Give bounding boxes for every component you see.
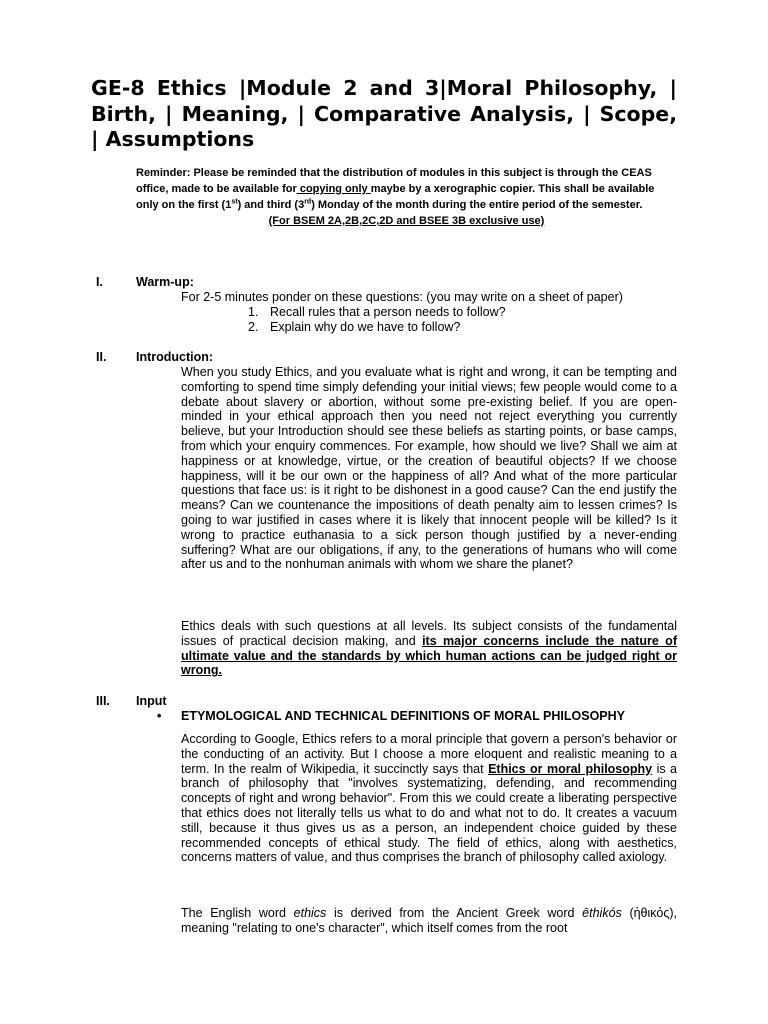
reminder-text-2: maybe by a xerographic copier. This shall be available only on the first (1 bbox=[136, 183, 655, 211]
list-item bbox=[248, 320, 506, 335]
page-title: GE-8 Ethics |Module 2 and 3|Moral Philosophy, | Birth, | Meaning, | Comparative Analysis, | Scope, | Assumptions bbox=[91, 76, 677, 151]
section-heading-introduction: Introduction: bbox=[136, 350, 214, 364]
section-number-input: III. bbox=[96, 694, 110, 708]
section-number-introduction: II. bbox=[96, 350, 107, 364]
introduction-paragraph-2 bbox=[181, 619, 677, 678]
input-p2-text-c: (ἠθικός), meaning "relating to one's character", which itself comes from the root bbox=[181, 906, 677, 935]
reminder-notice bbox=[136, 165, 677, 229]
exclusive-use-note: (For BSEM 2A,2B,2C,2D and BSEE 3B exclusive use) bbox=[268, 215, 545, 227]
list-item-text: Explain why do we have to follow? bbox=[270, 320, 461, 334]
input-p1-text-b: is a branch of philosophy that "involves systematizing, defending, and recommending concepts of right and wrong behavior". From this we could create a liberating perspective that ethics does not literally tells us what to do and what not to do. It creates a vacuum still, because it thus gives us as a person, an independent choice guided by these recommended concepts of ethical study. The field of ethics, along with aesthetics, concerns matters of value, and thus comprises the branch of philosophy called axiology. bbox=[181, 761, 677, 865]
input-paragraph-2 bbox=[181, 906, 677, 936]
intro-p2-emphasis: its major concerns include the nature of ultimate value and the standards by which human actions can be judged right or wrong. bbox=[181, 633, 677, 678]
input-paragraph-1 bbox=[181, 732, 677, 865]
reminder-copying-only: copying only bbox=[296, 183, 371, 195]
list-item-number: 2. bbox=[248, 320, 259, 334]
section-heading-warmup: Warm-up: bbox=[136, 275, 194, 289]
input-p2-word-ethikos: ēthikós bbox=[582, 906, 622, 920]
list-item bbox=[248, 305, 506, 320]
section-heading-input: Input bbox=[136, 694, 167, 708]
input-p2-text-b: is derived from the Ancient Greek word bbox=[326, 906, 583, 920]
bullet-heading-text: ETYMOLOGICAL AND TECHNICAL DEFINITIONS OF MORAL PHILOSOPHY bbox=[181, 709, 625, 723]
input-p1-term: Ethics or moral philosophy bbox=[488, 761, 653, 776]
reminder-sup-rd: rd bbox=[304, 198, 312, 206]
input-p1-text-a: According to Google, Ethics refers to a moral principle that govern a person's behavior or the conducting of an activity. But I choose a more eloquent and realistic meaning to a term. In the realm of Wikipedia, it succinctly says that bbox=[181, 732, 677, 776]
warmup-question-list bbox=[248, 305, 506, 335]
reminder-text-1: Reminder: Please be reminded that the distribution of modules in this subject is through the CEAS office, made to be available for bbox=[136, 167, 652, 195]
bullet-icon: • bbox=[157, 709, 162, 723]
introduction-paragraph-1: When you study Ethics, and you evaluate what is right and wrong, it can be tempting and comforting to spend time simply defending your initial views; few people would come to a debate about slavery or abortion, without some pre-existing belief. If you are open-minded in your ethical approach then you need not reject everything you currently believe, but your Introduction should see these beliefs as starting points, or base camps, from which your enquiry commences. For example, how should we live? Shall we aim at happiness or at knowledge, virtue, or the creation of beautiful objects? If we choose happiness, will it be our own or the happiness of all? And what of the more particular questions that face us: is it right to be dishonest in a good cause? Can the end justify the means? Can we countenance the impositions of death penalty aim to lessen crimes? Is going to war justified in cases where it is likely that innocent people will be killed? Is it wrong to practice euthanasia to a sick person though justified by a never-ending suffering? What are our obligations, if any, to the generations of humans who will come after us and to the nonhuman animals with whom we share the planet? bbox=[181, 365, 677, 572]
reminder-text-4: ) Monday of the month during the entire period of the semester. bbox=[311, 199, 643, 211]
reminder-sup-st: st bbox=[231, 198, 238, 206]
intro-p2-text: Ethics deals with such questions at all levels. Its subject consists of the fundamental issues of practical decision making, and bbox=[181, 619, 677, 648]
list-item-number: 1. bbox=[248, 305, 259, 319]
list-item-text: Recall rules that a person needs to follow? bbox=[270, 305, 506, 319]
bullet-heading bbox=[157, 709, 625, 724]
section-number-warmup: I. bbox=[96, 275, 103, 289]
reminder-text-3: ) and third (3 bbox=[237, 199, 305, 211]
input-p2-text-a: The English word bbox=[181, 906, 294, 920]
warmup-intro: For 2-5 minutes ponder on these questions: (you may write on a sheet of paper) bbox=[181, 290, 623, 304]
input-p2-word-ethics: ethics bbox=[293, 906, 327, 920]
